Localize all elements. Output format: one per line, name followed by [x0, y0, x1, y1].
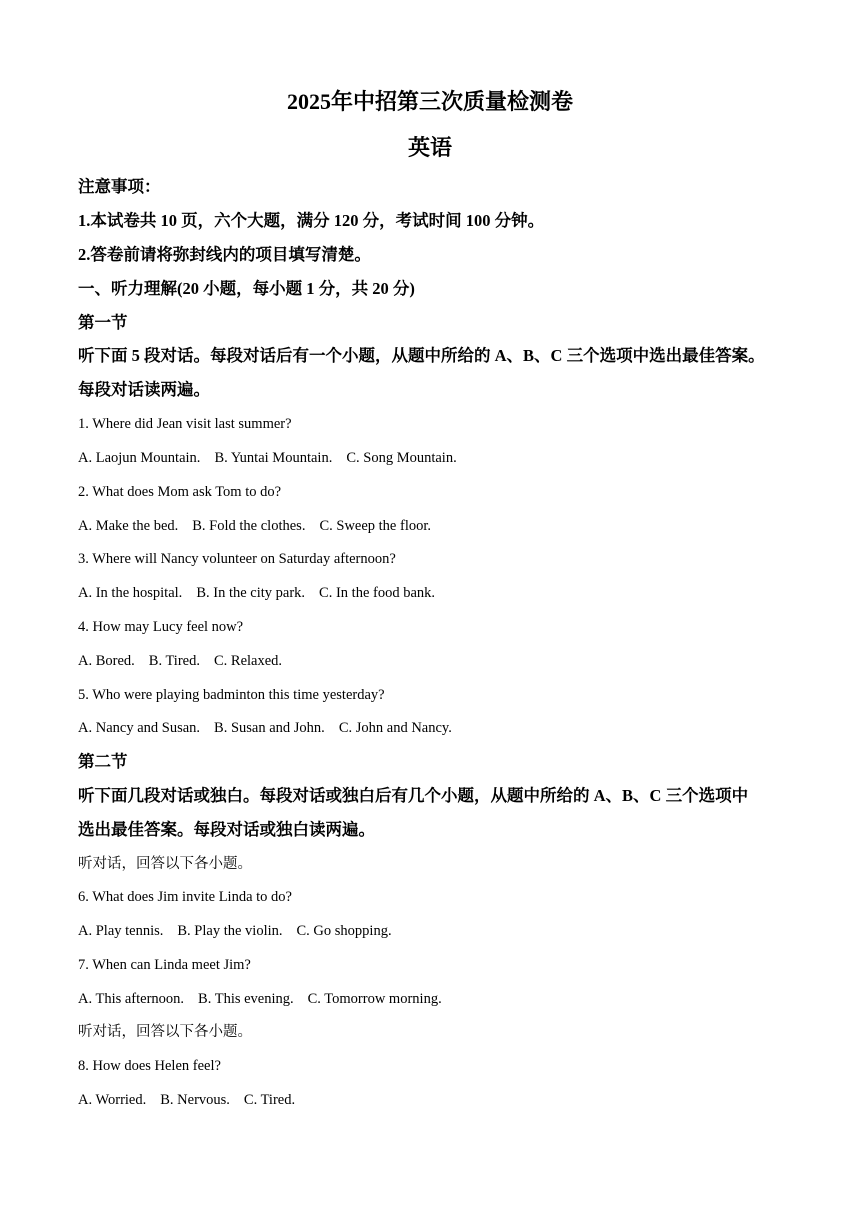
question-options [78, 650, 798, 672]
option-c: C. Song Mountain. [346, 450, 457, 466]
section-instruction: 听下面 5 段对话。每段对话后有一个小题，从题中所给的 A、B、C 三个选项中选出最佳答案。 [78, 346, 765, 365]
question-options [78, 717, 798, 739]
option-a: A. In the hospital. [78, 585, 183, 601]
group-lead: 听对话，回答以下各小题。 [78, 856, 252, 872]
question-text: 4. How may Lucy feel now? [78, 619, 244, 635]
question-options [78, 1089, 798, 1111]
option-b: B. This evening. [198, 991, 294, 1007]
question-text: 3. Where will Nancy volunteer on Saturday afternoon? [78, 551, 396, 567]
question-options [78, 447, 798, 469]
option-a: A. Bored. [78, 653, 135, 669]
question-text: 7. When can Linda meet Jim? [78, 957, 251, 973]
option-a: A. This afternoon. [78, 991, 185, 1007]
section-instruction: 选出最佳答案。每段对话或独白读两遍。 [78, 820, 375, 839]
group-lead: 听对话，回答以下各小题。 [78, 1024, 252, 1040]
option-b: B. Nervous. [160, 1092, 230, 1108]
subject-title: 英语 [407, 135, 452, 160]
notice-heading: 注意事项： [78, 177, 161, 196]
option-a: A. Play tennis. [78, 923, 164, 939]
question-text: 6. What does Jim invite Linda to do? [78, 889, 292, 905]
section-instruction: 听下面几段对话或独白。每段对话或独白后有几个小题，从题中所给的 A、B、C 三个选项中 [78, 786, 749, 805]
option-c: C. Tired. [243, 1092, 296, 1108]
section-heading: 第二节 [78, 752, 128, 771]
option-c: C. Sweep the floor. [319, 518, 432, 534]
option-a: A. Nancy and Susan. [78, 720, 201, 736]
part-heading: 一、听力理解(20 小题，每小题 1 分，共 20 分) [78, 279, 415, 298]
option-a: A. Make the bed. [78, 518, 179, 534]
question-text: 2. What does Mom ask Tom to do? [78, 484, 282, 500]
question-options [78, 988, 798, 1010]
question-text: 1. Where did Jean visit last summer? [78, 416, 292, 432]
question-options [78, 920, 798, 942]
notice-item: 2.答卷前请将弥封线内的项目填写清楚。 [78, 245, 371, 264]
section-instruction: 每段对话读两遍。 [78, 380, 210, 399]
option-b: B. Yuntai Mountain. [214, 450, 333, 466]
option-c: C. In the food bank. [319, 585, 436, 601]
exam-title: 2025年中招第三次质量检测卷 [286, 89, 573, 114]
option-b: B. Susan and John. [214, 720, 325, 736]
option-b: B. In the city park. [196, 585, 306, 601]
option-a: A. Worried. [78, 1092, 147, 1108]
question-text: 5. Who were playing badminton this time yesterday? [78, 687, 385, 703]
option-b: B. Play the violin. [177, 923, 283, 939]
question-options [78, 582, 798, 604]
option-c: C. Tomorrow morning. [307, 991, 442, 1007]
section-heading: 第一节 [78, 313, 128, 332]
question-options [78, 515, 798, 537]
option-b: B. Fold the clothes. [192, 518, 306, 534]
notice-item: 1.本试卷共 10 页，六个大题，满分 120 分，考试时间 100 分钟。 [78, 211, 545, 230]
option-c: C. Relaxed. [213, 653, 283, 669]
option-c: C. John and Nancy. [338, 720, 452, 736]
option-b: B. Tired. [148, 653, 200, 669]
option-a: A. Laojun Mountain. [78, 450, 201, 466]
question-text: 8. How does Helen feel? [78, 1058, 221, 1074]
option-c: C. Go shopping. [296, 923, 392, 939]
